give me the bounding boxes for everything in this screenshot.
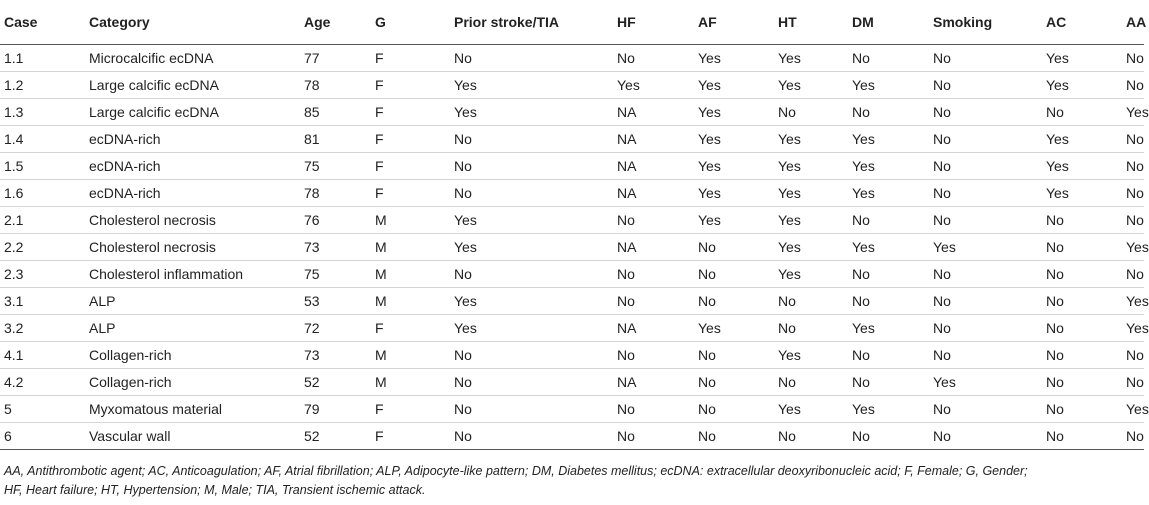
table-cell: 2.3 bbox=[0, 261, 85, 288]
table-cell: No bbox=[774, 99, 848, 126]
table-cell: No bbox=[694, 261, 774, 288]
table-cell: Collagen-rich bbox=[85, 342, 300, 369]
table-cell: 4.1 bbox=[0, 342, 85, 369]
table-cell: Collagen-rich bbox=[85, 369, 300, 396]
table-cell: No bbox=[613, 288, 694, 315]
table-cell: No bbox=[450, 45, 613, 72]
table-cell: NA bbox=[613, 234, 694, 261]
table-cell: ALP bbox=[85, 315, 300, 342]
table-cell: 3.1 bbox=[0, 288, 85, 315]
table-cell: No bbox=[1122, 153, 1144, 180]
table-cell: 85 bbox=[300, 99, 371, 126]
table-cell: F bbox=[371, 315, 450, 342]
table-cell: No bbox=[1122, 423, 1144, 450]
table-cell: M bbox=[371, 234, 450, 261]
table-cell: Yes bbox=[450, 207, 613, 234]
table-cell: Yes bbox=[848, 153, 929, 180]
table-row bbox=[0, 288, 1144, 315]
table-cell: No bbox=[1042, 315, 1122, 342]
table-cell: 76 bbox=[300, 207, 371, 234]
table-header bbox=[0, 0, 1147, 45]
table-cell: ecDNA-rich bbox=[85, 126, 300, 153]
table-cell: No bbox=[613, 45, 694, 72]
table-cell: No bbox=[929, 315, 1042, 342]
table-cell: No bbox=[1122, 207, 1144, 234]
table-cell: Yes bbox=[774, 234, 848, 261]
table-row bbox=[0, 342, 1144, 369]
table-cell: No bbox=[848, 288, 929, 315]
table-cell: Yes bbox=[1122, 288, 1144, 315]
table-cell: 1.4 bbox=[0, 126, 85, 153]
column-header-age: Age bbox=[300, 0, 371, 45]
table-cell: F bbox=[371, 153, 450, 180]
footnote-line-1: AA, Antithrombotic agent; AC, Anticoagulation; AF, Atrial fibrillation; ALP, Adipocyte-like pattern; DM, Diabetes mellitus; ecDNA: extracellular deoxyribonucleic acid; F, Female; G, Gender; bbox=[4, 464, 1028, 478]
table-cell: No bbox=[848, 342, 929, 369]
table-cell: No bbox=[774, 423, 848, 450]
table-cell: No bbox=[1042, 288, 1122, 315]
table-cell: 1.6 bbox=[0, 180, 85, 207]
table-cell: No bbox=[1042, 207, 1122, 234]
table-cell: Yes bbox=[694, 207, 774, 234]
table-cell: No bbox=[929, 207, 1042, 234]
table-cell: Yes bbox=[450, 234, 613, 261]
column-header-g: G bbox=[371, 0, 450, 45]
column-header-prior-stroke-tia: Prior stroke/TIA bbox=[450, 0, 613, 45]
table-cell: Yes bbox=[774, 126, 848, 153]
table-cell: No bbox=[929, 342, 1042, 369]
table-cell: Yes bbox=[774, 72, 848, 99]
table-cell: Yes bbox=[694, 45, 774, 72]
table-cell: 6 bbox=[0, 423, 85, 450]
table-cell: 53 bbox=[300, 288, 371, 315]
table-row bbox=[0, 180, 1144, 207]
table-cell: Yes bbox=[1042, 126, 1122, 153]
table-cell: 79 bbox=[300, 396, 371, 423]
table-cell: 77 bbox=[300, 45, 371, 72]
table-cell: Large calcific ecDNA bbox=[85, 99, 300, 126]
table-cell: Yes bbox=[1042, 72, 1122, 99]
table-cell: NA bbox=[613, 369, 694, 396]
table-cell: No bbox=[929, 126, 1042, 153]
column-header-ac: AC bbox=[1042, 0, 1122, 45]
table-cell: 73 bbox=[300, 234, 371, 261]
table-cell: F bbox=[371, 396, 450, 423]
table-cell: Yes bbox=[450, 288, 613, 315]
table-row bbox=[0, 72, 1144, 99]
table-cell: Yes bbox=[774, 45, 848, 72]
table-cell: No bbox=[774, 369, 848, 396]
table-cell: No bbox=[613, 207, 694, 234]
table-cell: No bbox=[929, 288, 1042, 315]
table-cell: Yes bbox=[450, 315, 613, 342]
table-cell: No bbox=[694, 234, 774, 261]
table-row bbox=[0, 423, 1144, 450]
table-cell: NA bbox=[613, 126, 694, 153]
table-cell: 73 bbox=[300, 342, 371, 369]
table-cell: M bbox=[371, 369, 450, 396]
table-cell: ecDNA-rich bbox=[85, 153, 300, 180]
table-cell: Microcalcific ecDNA bbox=[85, 45, 300, 72]
table-cell: Cholesterol necrosis bbox=[85, 207, 300, 234]
table-cell: No bbox=[694, 288, 774, 315]
table-cell: Yes bbox=[848, 126, 929, 153]
table-cell: No bbox=[694, 369, 774, 396]
table-row bbox=[0, 315, 1144, 342]
table-row bbox=[0, 207, 1144, 234]
table-cell: No bbox=[774, 288, 848, 315]
table-cell: No bbox=[613, 261, 694, 288]
table-cell: No bbox=[450, 180, 613, 207]
table-cell: 1.2 bbox=[0, 72, 85, 99]
table-cell: Vascular wall bbox=[85, 423, 300, 450]
table-cell: F bbox=[371, 45, 450, 72]
column-header-ht: HT bbox=[774, 0, 848, 45]
table-cell: M bbox=[371, 288, 450, 315]
table-cell: 3.2 bbox=[0, 315, 85, 342]
table-cell: Yes bbox=[774, 153, 848, 180]
table-cell: Yes bbox=[848, 396, 929, 423]
table-cell: Yes bbox=[450, 72, 613, 99]
table-cell: No bbox=[848, 261, 929, 288]
column-header-case: Case bbox=[0, 0, 85, 45]
table-cell: 1.1 bbox=[0, 45, 85, 72]
table-cell: Yes bbox=[694, 153, 774, 180]
table-cell: No bbox=[929, 423, 1042, 450]
table-cell: No bbox=[1122, 180, 1144, 207]
table-cell: Yes bbox=[929, 234, 1042, 261]
table-cell: No bbox=[694, 342, 774, 369]
table-cell: No bbox=[929, 180, 1042, 207]
column-header-aa: AA bbox=[1122, 0, 1144, 45]
table-cell: Yes bbox=[774, 396, 848, 423]
table-cell: No bbox=[1042, 423, 1122, 450]
table-cell: Yes bbox=[1042, 153, 1122, 180]
table-cell: Yes bbox=[848, 315, 929, 342]
table-cell: No bbox=[613, 396, 694, 423]
table-cell: No bbox=[929, 72, 1042, 99]
table-cell: NA bbox=[613, 99, 694, 126]
table-row bbox=[0, 369, 1144, 396]
table-cell: Yes bbox=[1122, 99, 1144, 126]
table-cell: ALP bbox=[85, 288, 300, 315]
table-cell: 52 bbox=[300, 423, 371, 450]
table-cell: Yes bbox=[929, 369, 1042, 396]
table-cell: F bbox=[371, 423, 450, 450]
table-cell: No bbox=[450, 261, 613, 288]
table-cell: No bbox=[1042, 261, 1122, 288]
table-cell: No bbox=[450, 396, 613, 423]
table-cell: 1.3 bbox=[0, 99, 85, 126]
column-header-af: AF bbox=[694, 0, 774, 45]
table-cell: Cholesterol necrosis bbox=[85, 234, 300, 261]
table-cell: M bbox=[371, 261, 450, 288]
table-row bbox=[0, 126, 1144, 153]
table-cell: Yes bbox=[694, 315, 774, 342]
table-cell: Cholesterol inflammation bbox=[85, 261, 300, 288]
table-cell: ecDNA-rich bbox=[85, 180, 300, 207]
table-cell: No bbox=[848, 207, 929, 234]
table-cell: Yes bbox=[848, 180, 929, 207]
table-cell: Yes bbox=[450, 99, 613, 126]
table-cell: No bbox=[1122, 261, 1144, 288]
table-cell: Yes bbox=[848, 234, 929, 261]
table-cell: No bbox=[1042, 369, 1122, 396]
table-cell: No bbox=[1042, 99, 1122, 126]
table-cell: F bbox=[371, 72, 450, 99]
table-cell: F bbox=[371, 126, 450, 153]
table-cell: No bbox=[613, 423, 694, 450]
table-cell: 2.1 bbox=[0, 207, 85, 234]
table-cell: No bbox=[694, 423, 774, 450]
table-cell: Yes bbox=[848, 72, 929, 99]
table-cell: Yes bbox=[1122, 234, 1144, 261]
table-cell: 78 bbox=[300, 180, 371, 207]
table-cell: No bbox=[1042, 234, 1122, 261]
table-cell: No bbox=[1042, 396, 1122, 423]
table-cell: No bbox=[774, 315, 848, 342]
table-cell: No bbox=[450, 126, 613, 153]
column-header-hf: HF bbox=[613, 0, 694, 45]
table-cell: Yes bbox=[774, 342, 848, 369]
table-cell: Yes bbox=[1122, 396, 1144, 423]
table-row bbox=[0, 234, 1144, 261]
footnote-line-2: HF, Heart failure; HT, Hypertension; M, Male; TIA, Transient ischemic attack. bbox=[4, 483, 426, 497]
table-cell: Yes bbox=[1042, 45, 1122, 72]
table-row bbox=[0, 45, 1144, 72]
table-cell: No bbox=[450, 423, 613, 450]
table-cell: No bbox=[1122, 369, 1144, 396]
table-cell: 52 bbox=[300, 369, 371, 396]
table-cell: M bbox=[371, 207, 450, 234]
table-cell: Yes bbox=[694, 99, 774, 126]
table-cell: No bbox=[1122, 126, 1144, 153]
table-row bbox=[0, 396, 1144, 423]
table-cell: No bbox=[929, 45, 1042, 72]
table-cell: 81 bbox=[300, 126, 371, 153]
table-cell: Yes bbox=[774, 207, 848, 234]
column-header-smoking: Smoking bbox=[929, 0, 1042, 45]
table-cell: No bbox=[929, 99, 1042, 126]
table-cell: No bbox=[848, 369, 929, 396]
table-cell: NA bbox=[613, 180, 694, 207]
table-cell: F bbox=[371, 99, 450, 126]
table-cell: Yes bbox=[1042, 180, 1122, 207]
table-cell: NA bbox=[613, 315, 694, 342]
table-cell: Yes bbox=[774, 180, 848, 207]
table-cell: 72 bbox=[300, 315, 371, 342]
table-cell: Yes bbox=[694, 72, 774, 99]
table-cell: Yes bbox=[1122, 315, 1144, 342]
table-cell: 4.2 bbox=[0, 369, 85, 396]
table-cell: No bbox=[929, 396, 1042, 423]
table-cell: 2.2 bbox=[0, 234, 85, 261]
table-header-row bbox=[0, 0, 1144, 45]
table-cell: No bbox=[450, 153, 613, 180]
table-cell: 1.5 bbox=[0, 153, 85, 180]
table-cell: 75 bbox=[300, 153, 371, 180]
table-cell: Yes bbox=[694, 126, 774, 153]
table-cell: No bbox=[1122, 342, 1144, 369]
table-cell: No bbox=[1042, 342, 1122, 369]
table-cell: No bbox=[694, 396, 774, 423]
table-cell: 78 bbox=[300, 72, 371, 99]
table-cell: No bbox=[848, 45, 929, 72]
table-cell: 75 bbox=[300, 261, 371, 288]
table-footnote bbox=[4, 462, 1140, 500]
table-body bbox=[0, 45, 1149, 450]
table-row bbox=[0, 261, 1144, 288]
table-cell: F bbox=[371, 180, 450, 207]
table-cell: No bbox=[929, 261, 1042, 288]
table-cell: Yes bbox=[694, 180, 774, 207]
table-cell: No bbox=[848, 423, 929, 450]
table-cell: M bbox=[371, 342, 450, 369]
table-row bbox=[0, 99, 1144, 126]
column-header-dm: DM bbox=[848, 0, 929, 45]
table-cell: No bbox=[1122, 72, 1144, 99]
table-cell: Yes bbox=[774, 261, 848, 288]
table-cell: 5 bbox=[0, 396, 85, 423]
table-row bbox=[0, 153, 1144, 180]
table-cell: No bbox=[848, 99, 929, 126]
table-cell: No bbox=[450, 342, 613, 369]
table-cell: No bbox=[1122, 45, 1144, 72]
table-cell: No bbox=[450, 369, 613, 396]
table-cell: Myxomatous material bbox=[85, 396, 300, 423]
table-cell: No bbox=[929, 153, 1042, 180]
column-header-category: Category bbox=[85, 0, 300, 45]
table-cell: No bbox=[613, 342, 694, 369]
table-cell: Large calcific ecDNA bbox=[85, 72, 300, 99]
table-cell: NA bbox=[613, 153, 694, 180]
table-cell: Yes bbox=[613, 72, 694, 99]
